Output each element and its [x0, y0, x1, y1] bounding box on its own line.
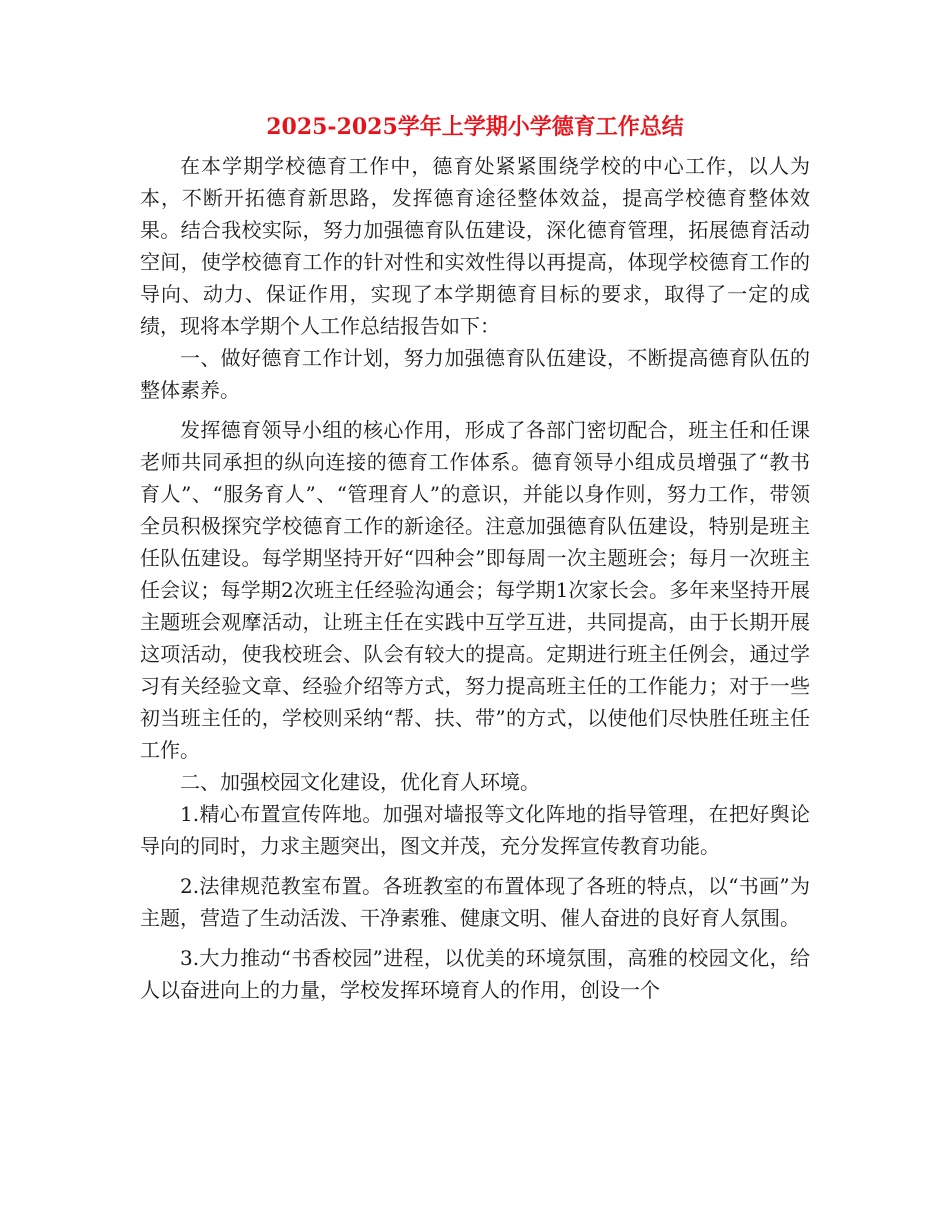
section-heading-2: 二、加强校园文化建设，优化育人环境。 [180, 770, 540, 794]
section-heading-1: 一、做好德育工作计划，努力加强德育队伍建设，不断提高德育队伍的整体素养。 [140, 346, 810, 402]
document-title: 2025-2025学年上学期小学德育工作总结 [266, 114, 684, 140]
paragraph-intro: 在本学期学校德育工作中，德育处紧紧围绕学校的中心工作，以人为本，不断开拓德育新思路，发挥德育途径整体效益，提高学校德育整体效果。结合我校实际，努力加强德育队伍建设，深化德育管理，拓展德育活动空间，使学校德育工作的针对性和实效性得以再提高，体现学校德育工作的导向、动力、保证作用，实现了本学期德育目标的要求，取得了一定的成绩，现将本学期个人工作总结报告如下： [140, 154, 810, 338]
document-body [140, 150, 810, 1006]
list-item-2: 2.法律规范教室布置。各班教室的布置体现了各班的特点，以“书画”为主题，营造了生动活泼、干净素雅、健康文明、催人奋进的良好育人氛围。 [140, 874, 810, 930]
paragraph-section-1: 发挥德育领导小组的核心作用，形成了各部门密切配合，班主任和任课老师共同承担的纵向连接的德育工作体系。德育领导小组成员增强了“教书育人”、“服务育人”、“管理育人”的意识，并能以身作则，努力工作，带领全员积极探究学校德育工作的新途径。注意加强德育队伍建设，特别是班主任队伍建设。每学期坚持开好“四种会”即每周一次主题班会；每月一次班主任会议；每学期2次班主任经验沟通会；每学期1次家长会。多年来坚持开展主题班会观摩活动，让班主任在实践中互学互进，共同提高，由于长期开展这项活动，使我校班会、队会有较大的提高。定期进行班主任例会，通过学习有关经验文章、经验介绍等方式，努力提高班主任的工作能力；对于一些初当班主任的，学校则采纳“帮、扶、带”的方式，以使他们尽快胜任班主任工作。 [140, 418, 810, 762]
list-item-3: 3.大力推动“书香校园”进程，以优美的环境氛围，高雅的校园文化，给人以奋进向上的力量，学校发挥环境育人的作用，创设一个 [140, 946, 810, 1002]
list-item-1: 1.精心布置宣传阵地。加强对墙报等文化阵地的指导管理，在把好舆论导向的同时，力求主题突出，图文并茂，充分发挥宣传教育功能。 [140, 802, 810, 858]
